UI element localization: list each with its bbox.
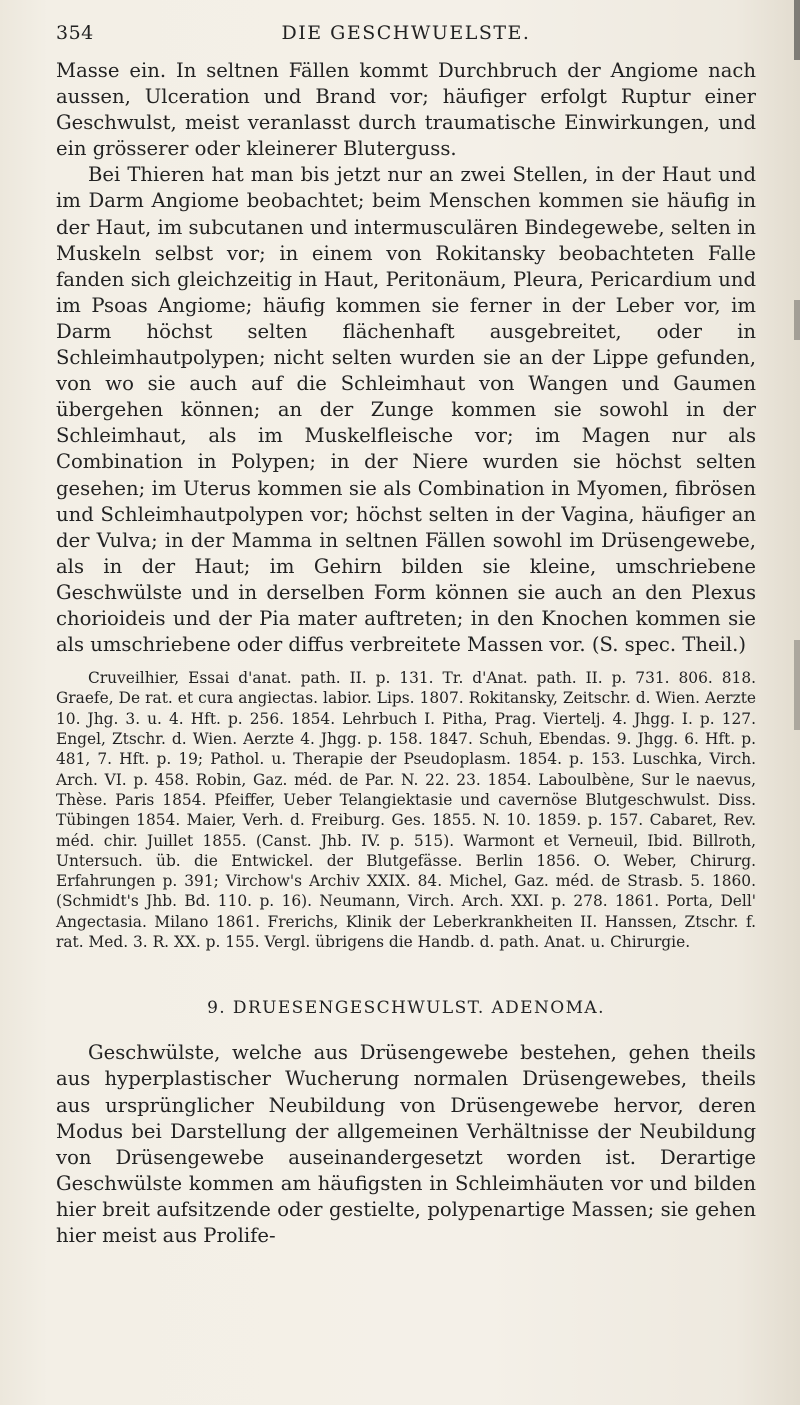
page-edge-shadow (794, 0, 800, 60)
page-edge-shadow (794, 640, 800, 730)
page-header (56, 18, 756, 58)
page-number: 354 (56, 22, 94, 44)
paragraph-angiome-locations: Bei Thieren hat man bis jetzt nur an zwei Stellen, in der Haut und im Darm Angiome beobachtet; beim Menschen kommen sie häufig in der Haut, im subcutanen und intermusculären Bindegewebe, selten in Muskeln selbst vor; in einem von Rokitansky beobachteten Falle fanden sich gleichzeitig in Haut, Peritonäum, Pleura, Pericardium und im Psoas Angiome; häufig kommen sie ferner in der Leber vor, im Darm höchst selten flächenhaft ausgebreitet, oder in Schleimhautpolypen; nicht selten wurden sie an der Lippe gefunden, von wo sie auch auf die Schleimhaut von Wangen und Gaumen übergehen können; an der Zunge kommen sie sowohl in der Schleimhaut, als im Muskelfleische vor; im Magen nur als Combination in Polypen; in der Niere wurden sie höchst selten gesehen; im Uterus kommen sie als Combination in Myomen, fibrösen und Schleimhautpolypen vor; höchst selten in der Vagina, häufiger an der Vulva; in der Mamma in seltnen Fällen sowohl im Drüsengewebe, als in der Haut; im Gehirn bilden sie kleine, umschriebene Geschwülste und in derselben Form können sie auch an den Plexus chorioideis und der Pia mater auftreten; in den Knochen kommen sie als umschriebene oder diffus verbreitete Massen vor. (S. spec. Theil.) (56, 163, 756, 657)
page-edge-shadow (794, 300, 800, 340)
running-head: DIE GESCHWUELSTE. (281, 22, 531, 44)
section-text (56, 1040, 756, 1249)
references-block (56, 668, 756, 952)
paragraph-adenoma-intro: Geschwülste, welche aus Drüsengewebe bestehen, gehen theils aus hyperplastischer Wucherung normalen Drüsengewebes, theils aus ursprünglicher Neubildung von Drüsengewebe hervor, deren Modus bei Darstellung der allgemeinen Verhältnisse der Neubildung von Drüsengewebe auseinandergesetzt worden ist. Derartige Geschwülste kommen am häufigsten in Schleimhäuten vor und bilden hier breit aufsitzende oder gestielte, polypenartige Massen; sie gehen hier meist aus Prolife- (56, 1041, 756, 1247)
paragraph-continuation: Masse ein. In seltnen Fällen kommt Durchbruch der Angiome nach aussen, Ulceration und Brand vor; häufiger erfolgt Ruptur einer Geschwulst, meist veranlasst durch traumatische Einwirkungen, und ein grösserer oder kleinerer Bluterguss. (56, 59, 756, 161)
section-heading: 9. DRUESENGESCHWULST. ADENOMA. (207, 998, 605, 1019)
references-text: Cruveilhier, Essai d'anat. path. II. p. 131. Tr. d'Anat. path. II. p. 731. 806. 818. Graefe, De rat. et cura angiectas. labior. Lips. 1807. Rokitansky, Zeitschr. d. Wien. Aerzte 10. Jhg. 3. u. 4. Hft. p. 256. 1854. Lehrbuch I. Pitha, Prag. Viertelj. 4. Jhgg. I. p. 127. Engel, Ztschr. d. Wien. Aerzte 4. Jhgg. p. 158. 1847. Schuh, Ebendas. 9. Jhgg. 6. Hft. p. 481, 7. Hft. p. 19; Pathol. u. Therapie der Pseudoplasm. 1854. p. 153. Luschka, Virch. Arch. VI. p. 458. Robin, Gaz. méd. de Par. N. 22. 23. 1854. Laboulbène, Sur le naevus, Thèse. Paris 1854. Pfeiffer, Ueber Telangiektasie und cavernöse Blutgeschwulst. Diss. Tübingen 1854. Maier, Verh. d. Freiburg. Ges. 1855. N. 10. 1859. p. 157. Cabaret, Rev. méd. chir. Juillet 1855. (Canst. Jhb. IV. p. 515). Warmont et Verneuil, Ibid. Billroth, Untersuch. üb. die Entwickel. der Blutgefässe. Berlin 1856. O. Weber, Chirurg. Erfahrungen p. 391; Virchow's Archiv XXIX. 84. Michel, Gaz. méd. de Strasb. 5. 1860. (Schmidt's Jhb. Bd. 110. p. 16). Neumann, Virch. Arch. XXI. p. 278. 1861. Porta, Dell' Angectasia. Milano 1861. Frerichs, Klinik der Leberkrankheiten II. Hanssen, Ztschr. f. rat. Med. 3. R. XX. p. 155. Vergl. übrigens die Handb. d. path. Anat. u. Chirurgie. (56, 669, 756, 952)
main-text (56, 58, 756, 658)
